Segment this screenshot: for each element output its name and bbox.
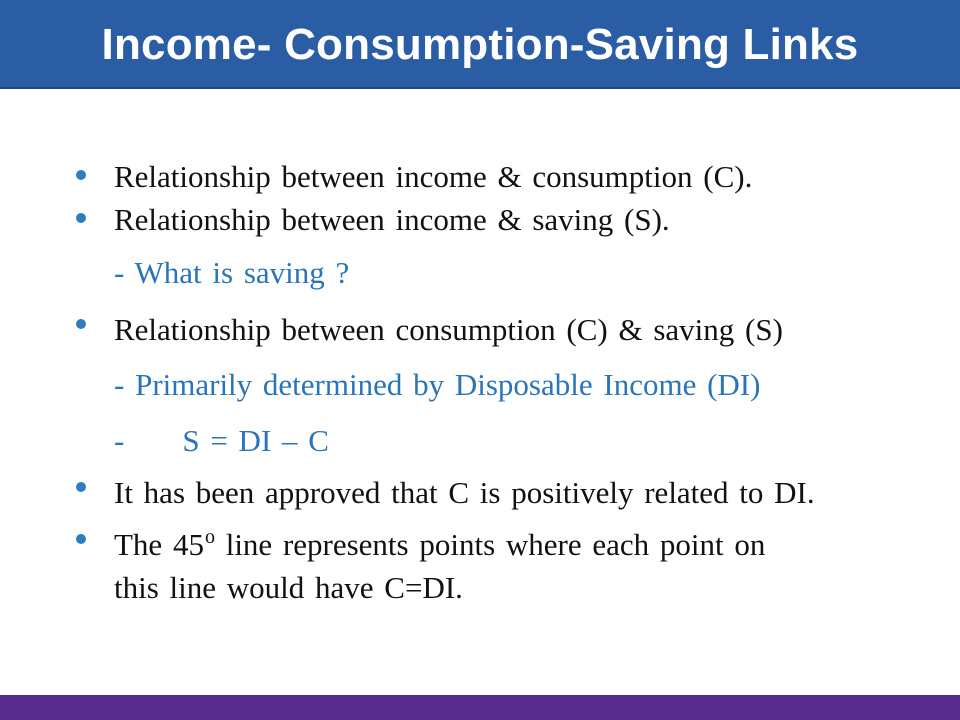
formula-text: S = DI – C: [182, 423, 329, 458]
text-segment: The 45: [114, 527, 204, 562]
bullet-text: Relationship between income & saving (S).: [114, 202, 670, 237]
sub-point-formula: [114, 423, 329, 459]
text-segment: line represents points where each point on: [214, 527, 766, 562]
sub-point-text: - Primarily determined by Disposable Income (DI): [114, 367, 761, 402]
degree-superscript: o: [204, 526, 215, 548]
bullet-dot: [76, 482, 86, 492]
bullet-continuation-text: this line would have C=DI.: [114, 570, 463, 605]
bullet-dot: [76, 170, 86, 180]
bullet-text: Relationship between income & consumption (C).: [114, 159, 753, 194]
bullet-dot: [76, 534, 86, 544]
title-bar: [0, 0, 960, 89]
bullet-text: It has been approved that C is positively related to DI.: [114, 475, 815, 510]
slide-title: Income- Consumption-Saving Links: [101, 19, 859, 69]
bullet-dot: [76, 319, 86, 329]
bottom-bar: [0, 695, 960, 720]
bullet-text: Relationship between consumption (C) & saving (S): [114, 312, 783, 347]
bullet-dot: [76, 213, 86, 223]
sub-point-text: - What is saving ?: [114, 255, 350, 290]
bullet-text: [114, 527, 765, 563]
formula-dash: -: [114, 423, 125, 458]
